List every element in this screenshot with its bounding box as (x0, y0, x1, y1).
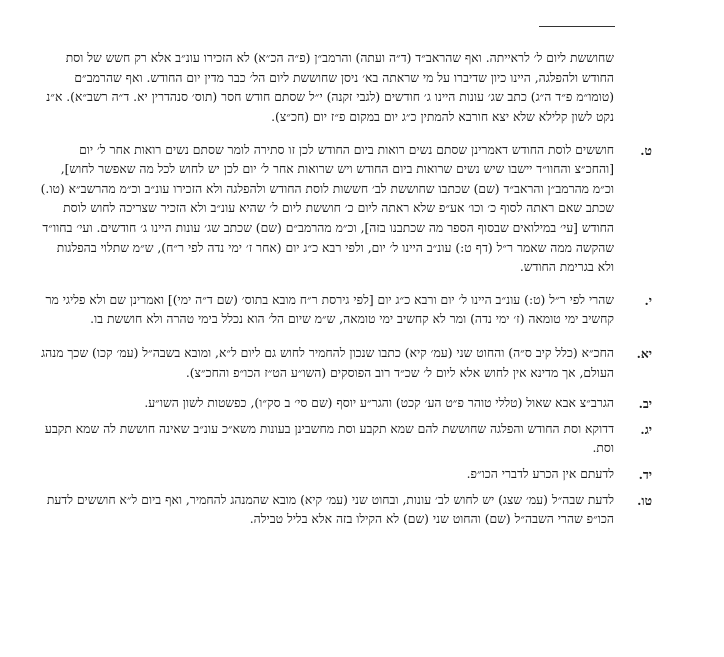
footnote-yud (40, 291, 652, 330)
footnote-separator-line (539, 26, 615, 27)
footnote-number: י. (644, 292, 652, 308)
footnote-text: דדוקא וסת החודש והפלגה שחוששת להם שמא תקבע וסת מחשבינן בעונות משא״כ עונ״ב שאינה חוששת לה שמא תקבע וסת. (44, 421, 614, 456)
footnote-number: יד. (638, 466, 652, 482)
footnote-number: ט. (640, 142, 652, 158)
footnote-text: החכ״א (כלל קיב ס״ה) והחוט שני (עמ׳ קיא) כתבו שנכון להחמיר לחוש גם ליום ל״א, ומובא בשבה״ל (עמ׳ קכו) שכך מנהג העולם, אך מדינא אין לחוש אלא ליום ל׳ שכ״ד רוב הפוסקים (השו״ע הט״ז הכו״פ והחכ״צ). (41, 346, 614, 380)
footnote-number: יג. (640, 421, 652, 437)
continued-footnote-text: שחוששת ליום ל׳ לראייתה. ואף שהראב״ד (ד״ה ועתה) והרמב״ן (פ״ה הכ״א) לא הזכירו עונ״ב אלא רק חשש של וסת החודש ולהפלגה, היינו כיון שדיברו על מי שראתה בא׳ ניסן שחוששת ליום הל׳ כבר מדין יום החודש. ואף שהרמב״ם (טומו״מ פ״ד ה״ג) כתב שג׳ עונות היינו ג׳ חודשים (לגבי זקנה) י״ל שסתם חודש חסר (תוס׳ סנהדרין יא. ד״ה רשב״א). א״נ נקט לשון קלילא שלא יצא חורבא להמתין כ״ג יום במקום פ״ז יום (חכ״צ). (46, 51, 614, 125)
footnote-yud-bet (40, 394, 652, 414)
footnote-text: לדעתם אין הכרע לדברי הכו״פ. (466, 466, 614, 481)
footnotes-page (40, 37, 652, 530)
footnote-number: יא. (636, 346, 652, 362)
footnote-text: חוששים לוסת החודש דאמרינן שסתם נשים רואות ביום החודש לכן זו סתירה לומר שסתם נשים רואות אחר ל׳ יום [והחכ״צ והחוו״ד יישבו שיש נשים שרואות ביום החודש ויש שרואות אחר ל׳ יום לכן יש לחוש לכל מה שאפשר לחוש], וכ״מ מהרמב״ן והראב״ד (שם) שכתבו שחוששת לב׳ חששות לוסת החודש ולהפלגה ולא הזכירו עונ״ב וכ״מ מהרשב״א (טו.) שכתב שאם ראתה לסוף כ׳ וכו׳ אע״פ שלא ראתה ליום כ׳ חוששת ליום ל׳ שהיא עונ״ב ולא הזכיר שצריכה לחוש לוסת החודש [עי׳ במילואים שבסוף הספר מה שכתבנו בזה], וכ״מ מהרמב״ם (שם) שכתב שג׳ עונות היינו ג׳ חודשים. ועי׳ בחוו״ד שהקשה ממה שאמר ר״ל (דף ט:) עונ״ב היינו ל׳ יום, ולפי רבא כ״ג יום (אחר ז׳ ימי נדה לפי ר״ח), ש״מ שתלוי בהפלגות ולא בגרימת החודש. (40, 142, 614, 275)
footnote-yud-dalet (40, 465, 652, 485)
footnote-text: לדעת שבה״ל (עמ׳ שצג) יש לחוש לב׳ עונות, ובחוט שני (עמ׳ קיא) מובא שהמנהג להחמיר, ואף ביום ל״א חוששים לדעת הכו״פ שהרי השבה״ל (שם) והחוט שני (שם) לא הקילו בזה אלא בליל טבילה. (46, 492, 614, 527)
footnote-number: טו. (637, 492, 652, 508)
footnote-tet-vav (40, 491, 652, 530)
footnote-yud-gimel (40, 420, 652, 459)
footnote-number: יב. (638, 396, 652, 412)
footnote-tet (40, 141, 652, 278)
footnote-text: שהרי לפי ר״ל (ט:) עונ״ב היינו ל׳ יום ורבא כ״ג יום [לפי גירסת ר״ח מובא בתוס׳ (שם ד״ה ימי)] ואמרינן שם ולא פליגי מר קחשיב ימי טומאה (ז׳ ימי נדה) ומר לא קחשיב ימי טומאה, ש״מ שיום הל׳ הוא נכלל בימי טהרה ולא חוששת בו. (45, 292, 614, 327)
footnote-yud-alef (40, 344, 652, 383)
footnote-text: הגרב״צ אבא שאול (טללי טוהר פ״ט הע׳ קכט) והגר״ע יוסף (שם סי׳ ב סק״ו), כפשטות לשון השו״ע. (144, 396, 614, 411)
